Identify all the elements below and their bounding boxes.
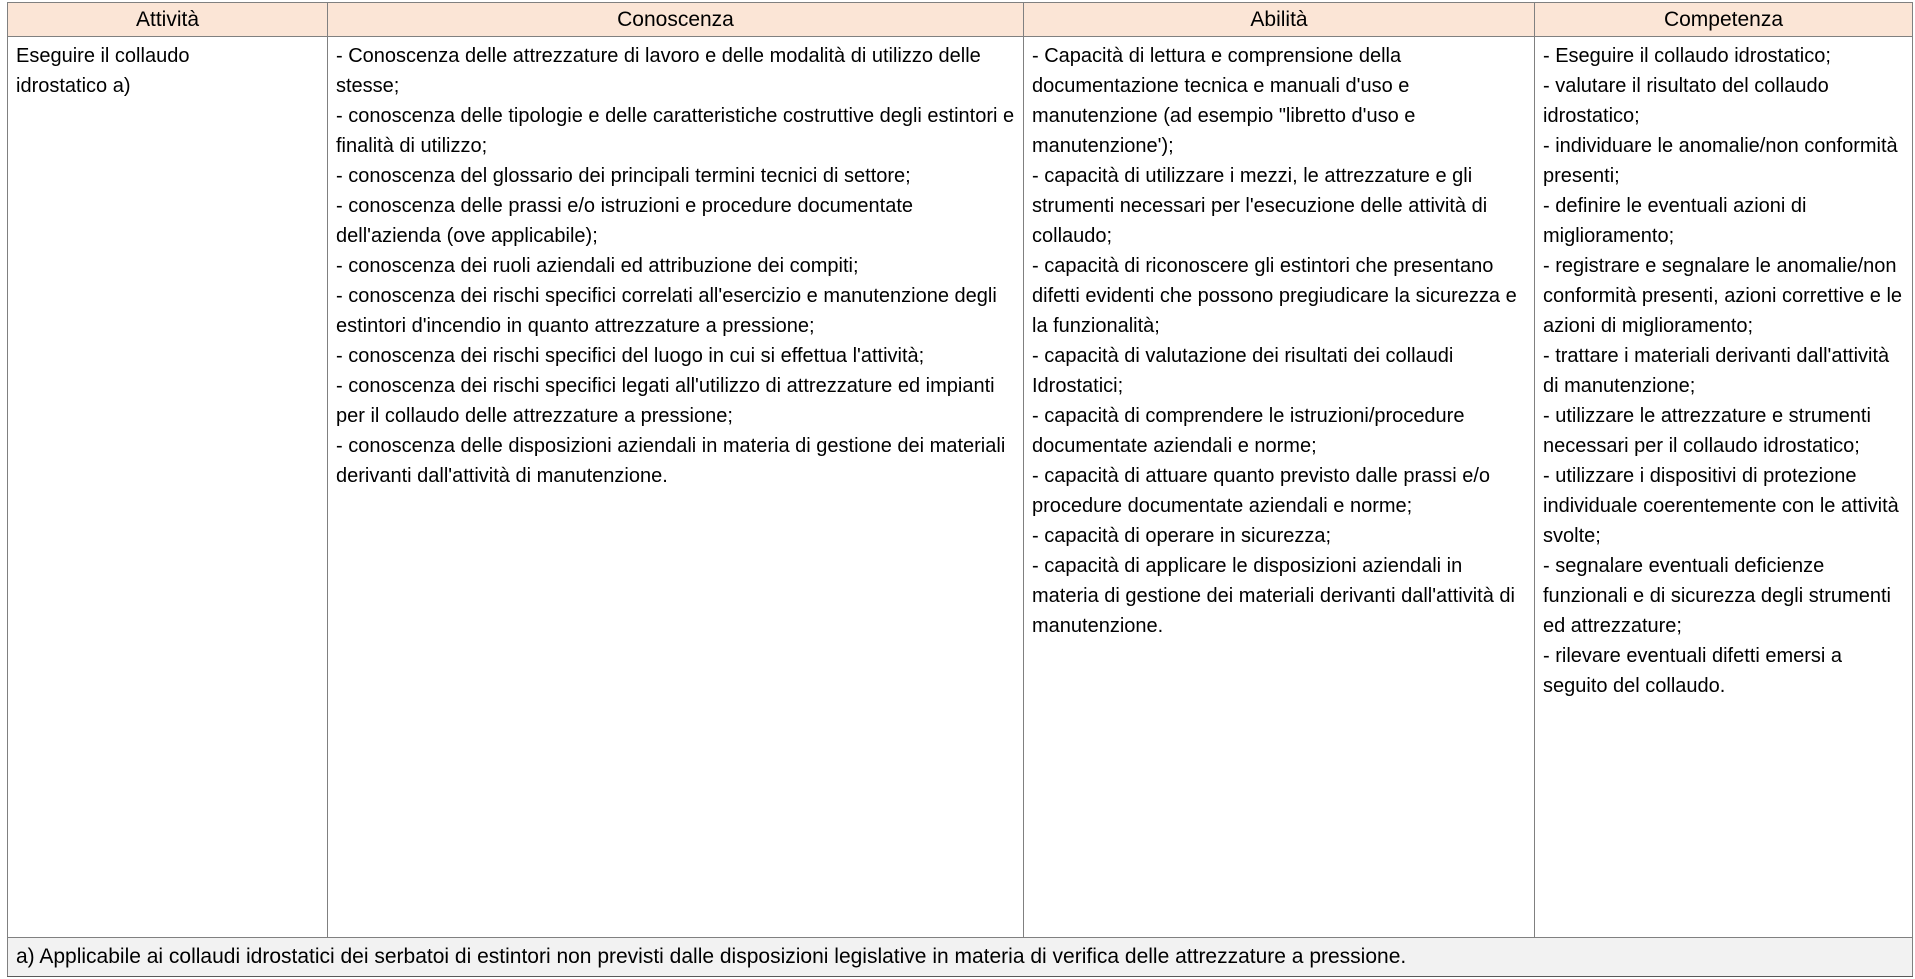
knowledge-item: - conoscenza delle disposizioni aziendali in materia di gestione dei materiali derivanti dall'attività di manutenzione. (336, 435, 1011, 487)
competence-item: - definire le eventuali azioni di miglioramento; (1543, 195, 1813, 247)
competence-item: - valutare il risultato del collaudo idrostatico; (1543, 75, 1835, 127)
knowledge-item: - conoscenza dei rischi specifici del luogo in cui si effettua l'attività; (336, 345, 925, 367)
ability-item: - capacità di comprendere le istruzioni/procedure documentate aziendali e norme; (1032, 405, 1471, 457)
ability-item: - capacità di utilizzare i mezzi, le attrezzature e gli strumenti necessari per l'esecuzione delle attività di collaudo; (1032, 165, 1493, 247)
competence-item: - utilizzare i dispositivi di protezione individuale coerentemente con le attività svolte; (1543, 465, 1905, 547)
column-header-abilita: Abilità (1024, 3, 1535, 37)
ability-item: - capacità di operare in sicurezza; (1032, 525, 1332, 547)
footnote-row (8, 938, 1913, 977)
knowledge-item: - conoscenza delle prassi e/o istruzioni e procedure documentate dell'azienda (ove applicabile); (336, 195, 919, 247)
competence-item: - rilevare eventuali difetti emersi a seguito del collaudo. (1543, 645, 1848, 697)
cell-attivita (8, 37, 328, 938)
ability-item: - capacità di applicare le disposizioni aziendali in materia di gestione dei materiali derivanti dall'attività di manutenzione. (1032, 555, 1521, 637)
activity-text: Eseguire il collaudo idrostatico a) (16, 45, 195, 97)
competence-item: - trattare i materiali derivanti dall'attività di manutenzione; (1543, 345, 1895, 397)
competence-item: - registrare e segnalare le anomalie/non conformità presenti, azioni correttive e le azioni di miglioramento; (1543, 255, 1908, 337)
knowledge-item: - conoscenza dei rischi specifici legati all'utilizzo di attrezzature ed impianti per il collaudo delle attrezzature a pressione; (336, 375, 1001, 427)
competency-table (7, 2, 1913, 977)
cell-competenza (1535, 37, 1913, 938)
ability-item: - capacità di valutazione dei risultati dei collaudi Idrostatici; (1032, 345, 1459, 397)
competence-item: - utilizzare le attrezzature e strumenti necessari per il collaudo idrostatico; (1543, 405, 1877, 457)
cell-abilita (1024, 37, 1535, 938)
body-row (8, 37, 1913, 938)
competence-item: - Eseguire il collaudo idrostatico; (1543, 45, 1831, 67)
competence-item: - segnalare eventuali deficienze funzionali e di sicurezza degli strumenti ed attrezzature; (1543, 555, 1897, 637)
column-header-attivita: Attività (8, 3, 328, 37)
knowledge-item: - Conoscenza delle attrezzature di lavoro e delle modalità di utilizzo delle stesse; (336, 45, 987, 97)
knowledge-item: - conoscenza dei rischi specifici correlati all'esercizio e manutenzione degli estintori d'incendio in quanto attrezzature a pressione; (336, 285, 1003, 337)
footnote: a) Applicabile ai collaudi idrostatici dei serbatoi di estintori non previsti dalle disposizioni legislative in materia di verifica delle attrezzature a pressione. (8, 938, 1913, 977)
header-row (8, 3, 1913, 37)
competence-item: - individuare le anomalie/non conformità presenti; (1543, 135, 1904, 187)
knowledge-item: - conoscenza delle tipologie e delle caratteristiche costruttive degli estintori e finalità di utilizzo; (336, 105, 1020, 157)
cell-conoscenza (328, 37, 1024, 938)
ability-item: - capacità di riconoscere gli estintori che presentano difetti evidenti che possono pregiudicare la sicurezza e la funzionalità; (1032, 255, 1523, 337)
ability-item: - capacità di attuare quanto previsto dalle prassi e/o procedure documentate aziendali e norme; (1032, 465, 1496, 517)
column-header-conoscenza: Conoscenza (328, 3, 1024, 37)
column-header-competenza: Competenza (1535, 3, 1913, 37)
knowledge-item: - conoscenza del glossario dei principali termini tecnici di settore; (336, 165, 911, 187)
ability-item: - Capacità di lettura e comprensione della documentazione tecnica e manuali d'uso e manutenzione (ad esempio "libretto d'uso e manutenzione'); (1032, 45, 1421, 157)
knowledge-item: - conoscenza dei ruoli aziendali ed attribuzione dei compiti; (336, 255, 859, 277)
